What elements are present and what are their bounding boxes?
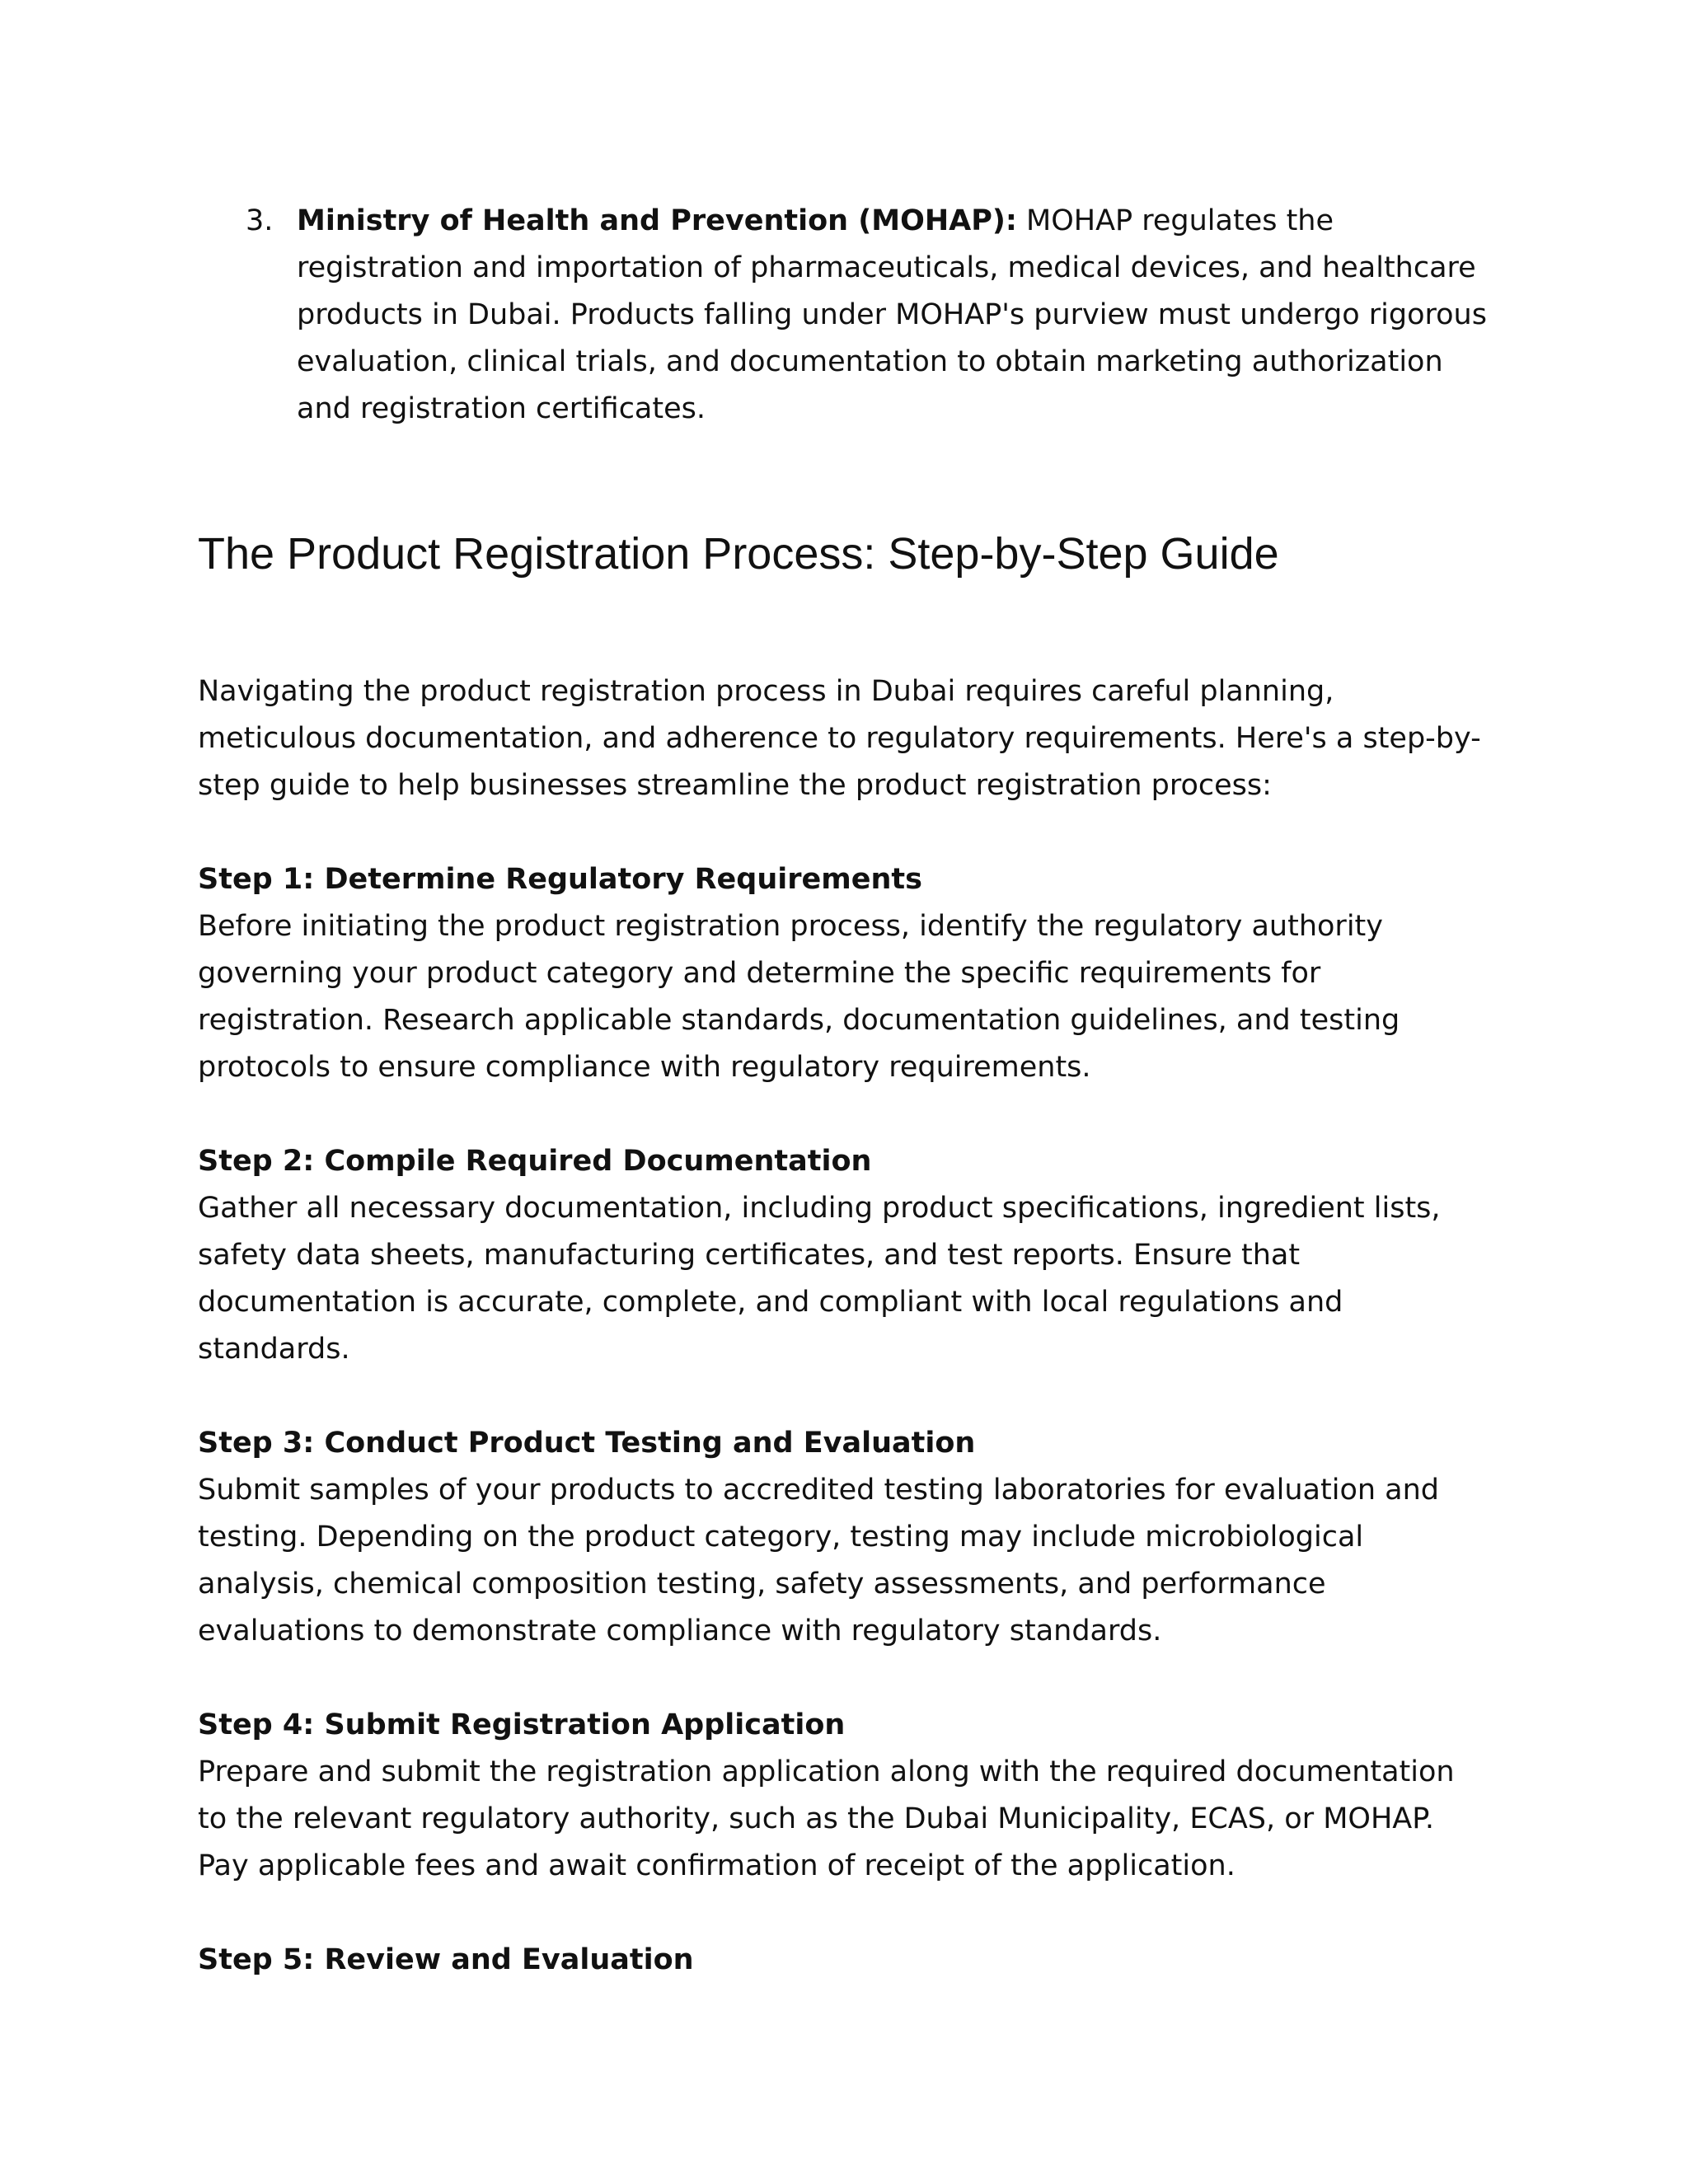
step-title: Step 4: Submit Registration Application bbox=[198, 1708, 846, 1741]
step-2 bbox=[198, 1138, 1492, 1373]
step-title: Step 1: Determine Regulatory Requirements bbox=[198, 863, 922, 896]
list-item-number: 3. bbox=[246, 204, 274, 237]
step-1 bbox=[198, 856, 1492, 1091]
step-3 bbox=[198, 1420, 1492, 1655]
list-item-title: Ministry of Health and Prevention (MOHAP): bbox=[297, 204, 1017, 237]
section-intro-paragraph: Navigating the product registration process in Dubai requires careful planning, meticulous documentation, and adherence to regulatory requirements. Here's a step-by-step guide to help businesses streamline the product registration process: bbox=[198, 675, 1481, 802]
numbered-list-item-mohap bbox=[246, 198, 1492, 433]
step-5 bbox=[198, 1937, 1492, 1984]
document-content bbox=[198, 198, 1492, 1984]
step-description: Gather all necessary documentation, including product specifications, ingredient lists, safety data sheets, manufacturing certificates, and test reports. Ensure that documentation is accurate, complete, and compliant with local regulations and standards. bbox=[198, 1192, 1441, 1366]
step-title: Step 3: Conduct Product Testing and Evaluation bbox=[198, 1427, 976, 1460]
step-title: Step 5: Review and Evaluation bbox=[198, 1943, 694, 1976]
step-description: Prepare and submit the registration application along with the required documentation to the relevant regulatory authority, such as the Dubai Municipality, ECAS, or MOHAP. Pay applicable fees and await confirmation of receipt of the application. bbox=[198, 1755, 1455, 1882]
section-heading: The Product Registration Process: Step-by-Step Guide bbox=[198, 529, 1279, 579]
list-item-text: MOHAP regulates the registration and importation of pharmaceuticals, medical devices, and healthcare products in Dubai. Products falling under MOHAP's purview must undergo rigorous evaluation, clinical trials, and documentation to obtain marketing authorization and registration certificates. bbox=[297, 204, 1487, 425]
list-item-body bbox=[297, 198, 1492, 433]
step-4 bbox=[198, 1702, 1492, 1890]
step-title: Step 2: Compile Required Documentation bbox=[198, 1145, 872, 1178]
step-description: Before initiating the product registration process, identify the regulatory authority governing your product category and determine the specific requirements for registration. Research applicable standards, documentation guidelines, and testing protocols to ensure compliance with regulatory requirements. bbox=[198, 910, 1400, 1084]
step-description: Submit samples of your products to accredited testing laboratories for evaluation and testing. Depending on the product category, testing may include microbiological analysis, chemical composition testing, safety assessments, and performance evaluations to demonstrate compliance with regulatory standards. bbox=[198, 1474, 1440, 1647]
